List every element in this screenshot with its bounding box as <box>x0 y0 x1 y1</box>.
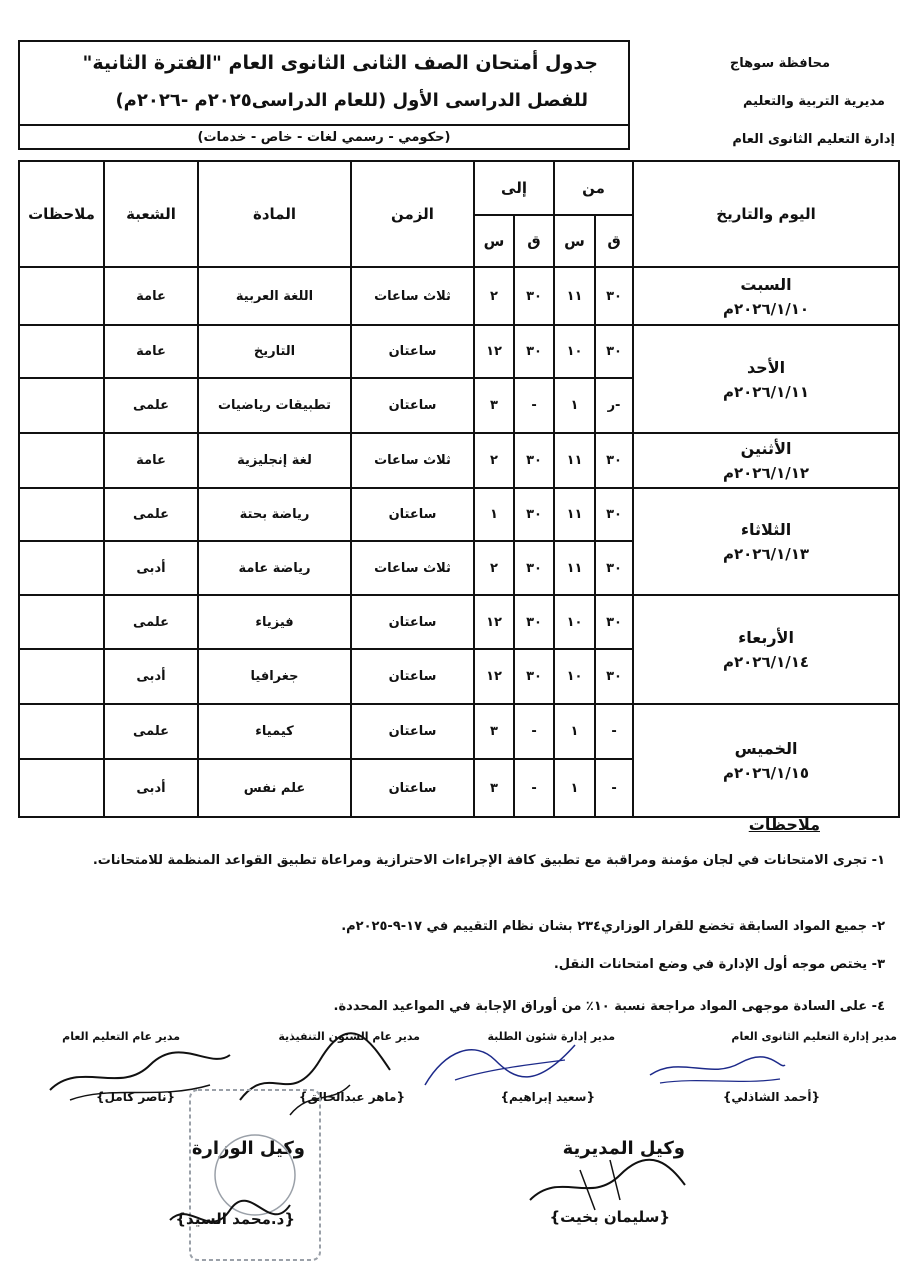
from-hour: ١٠ <box>554 649 595 704</box>
duration: ساعتان <box>351 488 474 541</box>
day-name: الثلاثاء <box>740 520 792 539</box>
subject: علم نفس <box>198 759 351 817</box>
day-date: ٢٠٢٦/١/١٣م <box>723 545 810 563</box>
signature-title-executive-affairs: مدير عام الشئون التنفيذية <box>278 1030 420 1043</box>
subject: رياضة عامة <box>198 541 351 595</box>
duration: ساعتان <box>351 595 474 649</box>
to-hour: ١٢ <box>474 595 514 649</box>
duration: ساعتان <box>351 649 474 704</box>
branch: علمى <box>104 704 198 759</box>
from-hour: ١٠ <box>554 325 595 378</box>
day-cell <box>633 267 899 325</box>
notes-cell <box>19 325 104 378</box>
day-cell <box>633 595 899 704</box>
header-from: من <box>554 161 633 215</box>
day-name: الخميس <box>734 739 798 758</box>
branch: عامة <box>104 267 198 325</box>
notes-cell <box>19 759 104 817</box>
notes-cell <box>19 267 104 325</box>
from-minute: ٣٠ <box>595 325 633 378</box>
from-minute: ٣٠ <box>595 649 633 704</box>
day-date: ٢٠٢٦/١/١٢م <box>723 464 810 482</box>
day-cell <box>633 488 899 595</box>
branch: أدبى <box>104 649 198 704</box>
header-notes: ملاحظات <box>19 161 104 267</box>
subject: لغة إنجليزية <box>198 433 351 488</box>
from-hour: ١ <box>554 759 595 817</box>
governorate-label: محافظة سوهاج <box>729 56 830 71</box>
branch: أدبى <box>104 759 198 817</box>
to-minute: ٣٠ <box>514 433 554 488</box>
notes-title: ملاحظات <box>748 815 820 834</box>
day-cell <box>633 704 899 817</box>
duration: ساعتان <box>351 325 474 378</box>
ministry-deputy-name: {د.محمد السيد} <box>175 1210 295 1228</box>
from-minute: ٣٠ <box>595 267 633 325</box>
notes-cell <box>19 595 104 649</box>
title-line-2: للفصل الدراسى الأول (للعام الدراسى٢٠٢٥م -٢٠٢٦م) <box>115 90 588 111</box>
directorate-label: مديرية التربية والتعليم <box>742 94 885 109</box>
day-date: ٢٠٢٦/١/١٠م <box>723 299 810 318</box>
day-name: الأحد <box>746 357 786 377</box>
subject: جغرافيا <box>198 649 351 704</box>
signature-name-general-education: {ناصر كامل} <box>96 1090 175 1104</box>
duration: ساعتان <box>351 704 474 759</box>
branch: أدبى <box>104 541 198 595</box>
duration: ساعتان <box>351 378 474 433</box>
notes-cell <box>19 541 104 595</box>
header-branch: الشعبة <box>104 161 198 267</box>
branch: علمى <box>104 378 198 433</box>
duration: ثلاث ساعات <box>351 541 474 595</box>
to-minute: ٣٠ <box>514 649 554 704</box>
day-cell <box>633 325 899 433</box>
signature-title-secondary-admin: مدير إدارة التعليم الثانوى العام <box>731 1030 897 1043</box>
to-hour: ١٢ <box>474 325 514 378</box>
notes-cell <box>19 649 104 704</box>
signature-scribble-1 <box>640 1045 790 1090</box>
notes-cell <box>19 488 104 541</box>
exam-schedule-table <box>18 160 900 818</box>
signature-title-general-education: مدير عام التعليم العام <box>62 1030 180 1043</box>
from-hour: ١١ <box>554 267 595 325</box>
branch: عامة <box>104 325 198 378</box>
day-date: ٢٠٢٦/١/١٤م <box>723 653 810 671</box>
administration-label: إدارة التعليم الثانوى العام <box>732 132 895 147</box>
day-name: الأربعاء <box>738 628 794 647</box>
header-to-hour: س <box>474 215 514 267</box>
subject: كيمياء <box>198 704 351 759</box>
duration: ساعتان <box>351 759 474 817</box>
to-minute: ٣٠ <box>514 267 554 325</box>
to-minute: - <box>514 704 554 759</box>
to-minute: ٣٠ <box>514 595 554 649</box>
branch: علمى <box>104 595 198 649</box>
subject: اللغة العربية <box>198 267 351 325</box>
to-minute: ٣٠ <box>514 541 554 595</box>
from-hour: ١١ <box>554 433 595 488</box>
from-hour: ١١ <box>554 488 595 541</box>
from-minute: - <box>595 704 633 759</box>
day-date: ٢٠٢٦/١/١٥م <box>723 764 810 782</box>
signature-title-students-affairs: مدير إدارة شئون الطلبة <box>487 1030 615 1043</box>
to-hour: ٣ <box>474 759 514 817</box>
to-minute: - <box>514 378 554 433</box>
header-to: إلى <box>474 161 554 215</box>
from-hour: ١١ <box>554 541 595 595</box>
subject: فيزياء <box>198 595 351 649</box>
to-hour: ٢ <box>474 433 514 488</box>
to-minute: - <box>514 759 554 817</box>
subject: تطبيقات رياضيات <box>198 378 351 433</box>
signature-name-students-affairs: {سعيد إبراهيم} <box>500 1090 595 1104</box>
header-duration: الزمن <box>351 161 474 267</box>
header-subject: المادة <box>198 161 351 267</box>
subject: رياضة بحتة <box>198 488 351 541</box>
from-minute: ٣٠ <box>595 541 633 595</box>
notes-cell <box>19 433 104 488</box>
day-date: ٢٠٢٦/١/١١م <box>723 382 810 401</box>
day-name: السبت <box>740 274 792 294</box>
note-item-2: ٢- جميع المواد السابقة تخضع للقرار الوزاري٢٣٤ بشان نظام التقييم في ١٧-٩-٢٠٢٥م. <box>341 919 885 934</box>
subject: التاريخ <box>198 325 351 378</box>
ministry-deputy-title: وكيل الوزارة <box>191 1138 305 1159</box>
signature-name-secondary-admin: {أحمد الشاذلي} <box>722 1090 820 1104</box>
title-box <box>18 40 630 150</box>
directorate-deputy-title: وكيل المديرية <box>562 1138 685 1159</box>
to-hour: ٣ <box>474 704 514 759</box>
header-day-date: اليوم والتاريخ <box>633 161 899 267</box>
to-hour: ١٢ <box>474 649 514 704</box>
title-line-3: (حكومي - رسمي لغات - خاص - خدمات) <box>197 130 451 145</box>
note-item-1: ١- تجرى الامتحانات في لجان مؤمنة ومراقبة مع تطبيق كافة الإجراءات الاحترازية ومراعاة تطبيق القواعد المنظمة للامتحانات. <box>92 853 885 868</box>
from-hour: ١٠ <box>554 595 595 649</box>
to-hour: ١ <box>474 488 514 541</box>
from-minute: ٣٠ <box>595 488 633 541</box>
from-hour: ١ <box>554 378 595 433</box>
directorate-deputy-name: {سليمان بخيت} <box>549 1208 670 1226</box>
from-minute: ٣٠ <box>595 433 633 488</box>
note-item-4: ٤- على السادة موجهى المواد مراجعة نسبة ١٠٪ من أوراق الإجابة في المواعيد المحددة. <box>333 999 885 1014</box>
title-line-1: جدول أمتحان الصف الثانى الثانوى العام "الفترة الثانية" <box>82 52 598 74</box>
to-hour: ٣ <box>474 378 514 433</box>
day-cell <box>633 433 899 488</box>
to-hour: ٢ <box>474 267 514 325</box>
notes-cell <box>19 704 104 759</box>
from-hour: ١ <box>554 704 595 759</box>
header-from-hour: س <box>554 215 595 267</box>
branch: علمى <box>104 488 198 541</box>
from-minute: ٣٠ <box>595 595 633 649</box>
from-minute: - <box>595 759 633 817</box>
to-hour: ٢ <box>474 541 514 595</box>
duration: ثلاث ساعات <box>351 267 474 325</box>
header-to-minute: ق <box>514 215 554 267</box>
signature-name-executive-affairs: {ماهر عبدالخالق} <box>298 1090 405 1104</box>
duration: ثلاث ساعات <box>351 433 474 488</box>
branch: عامة <box>104 433 198 488</box>
to-minute: ٣٠ <box>514 488 554 541</box>
notes-cell <box>19 378 104 433</box>
day-name: الأثنين <box>740 439 792 458</box>
note-item-3: ٣- يختص موجه أول الإدارة في وضع امتحانات النقل. <box>553 957 885 972</box>
from-minute: -ر <box>595 378 633 433</box>
header-from-minute: ق <box>595 215 633 267</box>
to-minute: ٣٠ <box>514 325 554 378</box>
